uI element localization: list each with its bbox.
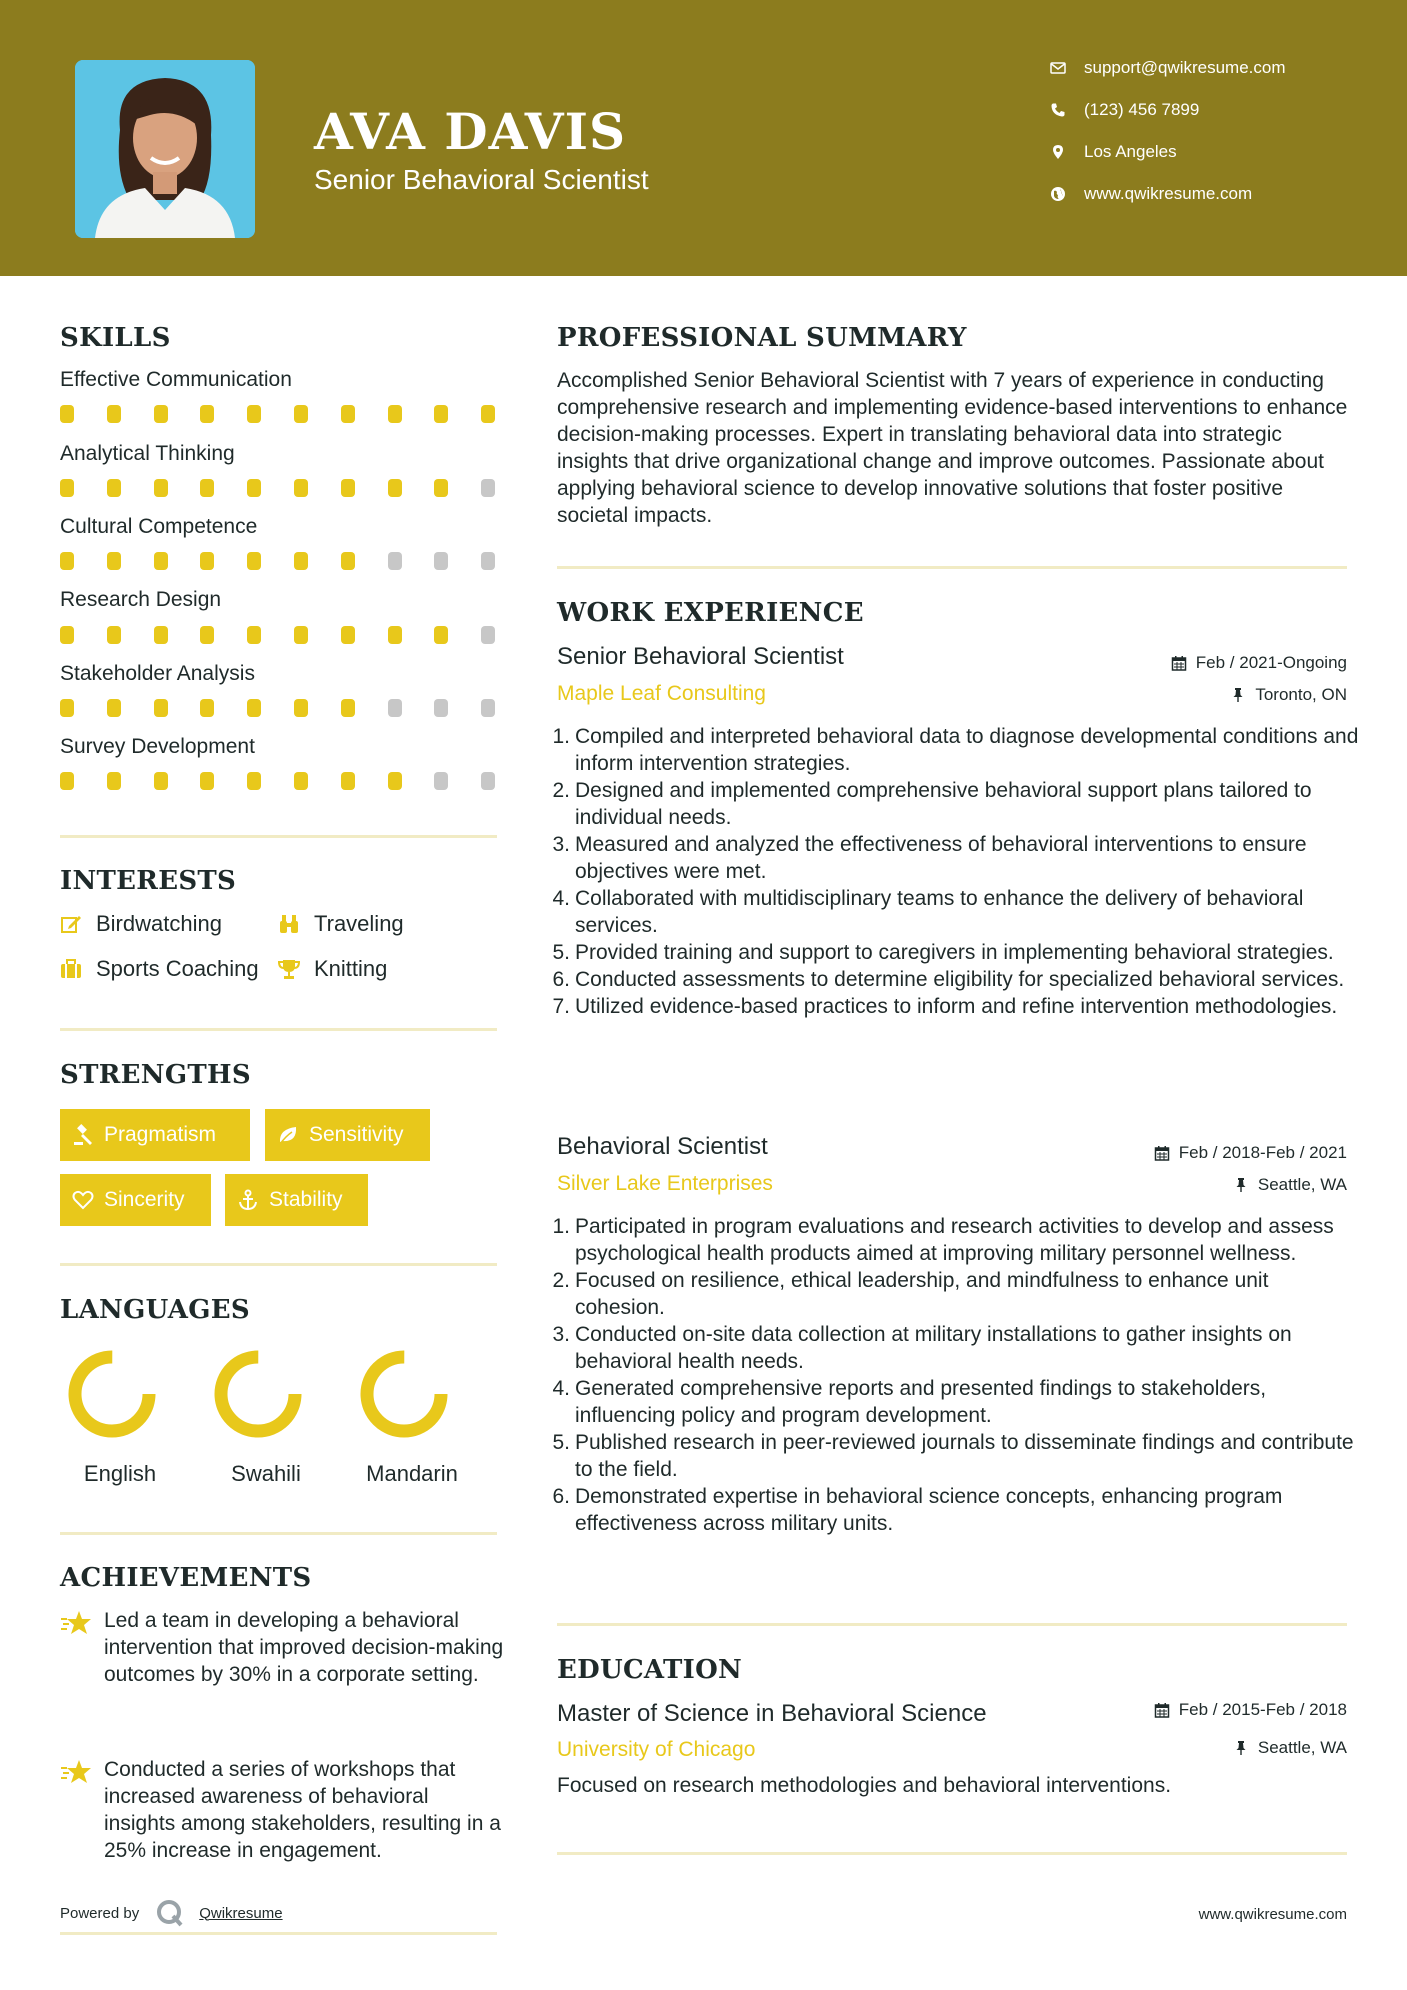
trophy-icon <box>278 958 300 980</box>
language-proficiency-ring <box>356 1346 452 1442</box>
interests-heading: INTERESTS <box>60 866 237 896</box>
list-number: 3. <box>552 833 570 856</box>
skill-dot-filled <box>247 699 261 717</box>
responsibility-text: Conducted on-site data collection at military installations to gather insights on behavioral health needs. <box>575 1323 1292 1373</box>
skill-rating <box>60 405 500 423</box>
education-date-text: Feb / 2015-Feb / 2018 <box>1178 1700 1347 1719</box>
responsibility-item <box>550 885 1360 939</box>
interest-label: Traveling <box>314 911 404 936</box>
skill-dot-empty <box>434 772 448 790</box>
company-name: Maple Leaf Consulting <box>557 682 766 705</box>
footer-url[interactable]: www.qwikresume.com <box>1198 1906 1347 1923</box>
pushpin-icon <box>1233 1177 1249 1193</box>
skill-dot-filled <box>60 479 74 497</box>
skill-dot-filled <box>247 552 261 570</box>
education-location <box>1233 1738 1347 1758</box>
skill-dot-empty <box>481 772 495 790</box>
responsibility-item <box>550 1267 1360 1321</box>
skill-dot-empty <box>434 699 448 717</box>
responsibility-item <box>550 1375 1360 1429</box>
experience-heading: WORK EXPERIENCE <box>557 598 864 628</box>
skill-dot-filled <box>154 626 168 644</box>
contact-website[interactable] <box>1050 184 1380 204</box>
skill-dot-empty <box>481 699 495 717</box>
contact-location <box>1050 142 1380 162</box>
skill-dot-filled <box>341 699 355 717</box>
job-location-text: Toronto, ON <box>1255 685 1347 704</box>
location-pin-icon <box>1050 144 1084 160</box>
strength-label: Sensitivity <box>309 1123 404 1146</box>
skill-dot-filled <box>60 772 74 790</box>
calendar-icon <box>1154 1702 1170 1718</box>
responsibility-text: Utilized evidence-based practices to inform and refine intervention methodologies. <box>575 995 1338 1018</box>
skills-heading: SKILLS <box>60 323 171 353</box>
responsibility-text: Measured and analyzed the effectiveness of behavioral interventions to ensure objectives were met. <box>575 833 1307 883</box>
interest-item <box>278 956 387 982</box>
skill-dot-filled <box>200 405 214 423</box>
skill-dot-empty <box>481 479 495 497</box>
skill-rating <box>60 479 500 497</box>
section-divider <box>60 1932 497 1935</box>
skill-rating <box>60 772 500 790</box>
summary-heading: PROFESSIONAL SUMMARY <box>557 323 967 353</box>
briefcase-icon <box>60 958 82 980</box>
responsibility-list <box>550 1213 1360 1537</box>
skill-dot-filled <box>60 626 74 644</box>
pushpin-icon <box>1233 1740 1249 1756</box>
contact-email-text: support@qwikresume.com <box>1084 58 1286 77</box>
skill-dot-filled <box>294 405 308 423</box>
education-description: Focused on research methodologies and behavioral interventions. <box>557 1774 1172 1797</box>
responsibility-item <box>550 777 1360 831</box>
education-location-text: Seattle, WA <box>1257 1738 1347 1757</box>
responsibility-text: Collaborated with multidisciplinary teams to enhance the delivery of behavioral services. <box>575 887 1304 937</box>
achievements-heading: ACHIEVEMENTS <box>60 1563 312 1593</box>
skill-dot-filled <box>154 479 168 497</box>
job-date <box>1171 653 1347 673</box>
skill-dot-filled <box>341 479 355 497</box>
skill-dot-filled <box>60 552 74 570</box>
header-banner <box>0 0 1407 276</box>
skill-dot-filled <box>434 626 448 644</box>
skill-dot-filled <box>388 626 402 644</box>
job-location-text: Seattle, WA <box>1257 1175 1347 1194</box>
skill-dot-filled <box>107 405 121 423</box>
calendar-icon <box>1171 655 1187 671</box>
responsibility-list <box>550 723 1360 1020</box>
skill-dot-empty <box>481 552 495 570</box>
skill-dot-filled <box>200 479 214 497</box>
responsibility-text: Demonstrated expertise in behavioral science concepts, enhancing program effectiveness across military units. <box>575 1485 1283 1535</box>
pushpin-icon <box>1230 687 1246 703</box>
strength-tag <box>60 1109 250 1161</box>
skill-dot-filled <box>154 552 168 570</box>
leaf-icon <box>277 1124 299 1146</box>
job-location <box>1233 1175 1347 1195</box>
skill-dot-filled <box>60 405 74 423</box>
responsibility-item <box>550 1429 1360 1483</box>
job-date-text: Feb / 2021-Ongoing <box>1195 653 1347 672</box>
language-ring-arc <box>75 1357 149 1431</box>
language-name: Swahili <box>231 1461 301 1486</box>
responsibility-text: Conducted assessments to determine eligibility for specialized behavioral services. <box>575 968 1345 991</box>
skill-dot-filled <box>107 699 121 717</box>
skill-dot-filled <box>388 405 402 423</box>
list-number: 4. <box>552 1377 570 1400</box>
job-date <box>1154 1143 1347 1163</box>
list-number: 1. <box>552 1215 570 1238</box>
skill-dot-filled <box>154 772 168 790</box>
degree-title: Master of Science in Behavioral Science <box>557 1700 987 1727</box>
contact-location-text: Los Angeles <box>1084 142 1177 161</box>
list-number: 1. <box>552 725 570 748</box>
interest-item <box>60 911 222 937</box>
skill-dot-filled <box>200 699 214 717</box>
contact-phone[interactable] <box>1050 100 1380 120</box>
skill-dot-filled <box>481 405 495 423</box>
skill-dot-filled <box>294 772 308 790</box>
responsibility-text: Designed and implemented comprehensive behavioral support plans tailored to individual needs. <box>575 779 1312 829</box>
language-ring-arc <box>221 1357 295 1431</box>
responsibility-item <box>550 939 1360 966</box>
responsibility-item <box>550 1213 1360 1267</box>
list-number: 3. <box>552 1323 570 1346</box>
achievement-text: Conducted a series of workshops that increased awareness of behavioral insights among stakeholders, resulting in a 25% increase in engagement. <box>104 1758 501 1862</box>
binoculars-icon <box>278 913 300 935</box>
section-divider <box>557 566 1347 569</box>
skill-dot-filled <box>388 772 402 790</box>
skill-name: Stakeholder Analysis <box>60 662 255 685</box>
skill-dot-filled <box>434 405 448 423</box>
skill-dot-filled <box>434 479 448 497</box>
company-name: Silver Lake Enterprises <box>557 1172 773 1195</box>
summary-text: Accomplished Senior Behavioral Scientist with 7 years of experience in conducting comprehensive research and implementing evidence-based interventions to enhance decision-making processes. Expert in translating behavioral data into strategic insights that drive organizational change and improve outcomes. Passionate about applying behavioral science to develop innovative solutions that foster positive societal impacts. <box>557 369 1348 527</box>
skill-name: Cultural Competence <box>60 515 258 538</box>
language-name: Mandarin <box>366 1461 458 1486</box>
list-number: 2. <box>552 779 570 802</box>
skill-dot-filled <box>294 699 308 717</box>
languages-heading: LANGUAGES <box>60 1295 250 1325</box>
anchor-icon <box>237 1189 259 1211</box>
skill-name: Analytical Thinking <box>60 442 235 465</box>
strength-label: Pragmatism <box>104 1123 217 1146</box>
skill-dot-filled <box>154 405 168 423</box>
responsibility-item <box>550 1483 1360 1537</box>
interest-label: Birdwatching <box>96 911 222 936</box>
responsibility-text: Generated comprehensive reports and presented findings to stakeholders, influencing policy and program development. <box>575 1377 1267 1427</box>
skill-dot-filled <box>200 626 214 644</box>
list-number: 4. <box>552 887 570 910</box>
strength-label: Stability <box>269 1188 343 1211</box>
skill-dot-filled <box>107 552 121 570</box>
language-proficiency-ring <box>210 1346 306 1442</box>
section-divider <box>60 1532 497 1535</box>
list-number: 7. <box>552 995 570 1018</box>
list-number: 5. <box>552 1431 570 1454</box>
skill-dot-filled <box>154 699 168 717</box>
qwikresume-link[interactable]: Qwikresume <box>199 1904 283 1922</box>
powered-by <box>60 1898 283 1928</box>
skill-dot-filled <box>341 626 355 644</box>
skill-dot-filled <box>107 772 121 790</box>
strength-tag <box>60 1174 211 1226</box>
education-heading: EDUCATION <box>557 1655 743 1685</box>
candidate-name: AVA DAVIS <box>314 102 627 161</box>
phone-icon <box>1050 102 1084 118</box>
skill-name: Research Design <box>60 588 222 611</box>
skill-dot-filled <box>200 552 214 570</box>
skill-dot-empty <box>388 552 402 570</box>
school-name: University of Chicago <box>557 1738 756 1761</box>
skill-dot-filled <box>247 405 261 423</box>
skill-name: Effective Communication <box>60 368 292 391</box>
skill-dot-filled <box>341 405 355 423</box>
section-divider <box>557 1623 1347 1626</box>
qwikresume-logo-icon <box>155 1898 185 1928</box>
responsibility-item <box>550 723 1360 777</box>
language-ring-arc <box>367 1357 441 1431</box>
skill-dot-filled <box>60 699 74 717</box>
language-name: English <box>83 1461 157 1486</box>
list-number: 6. <box>552 1485 570 1508</box>
contact-email[interactable] <box>1050 58 1380 78</box>
powered-by-text: Powered by <box>60 1904 140 1922</box>
responsibility-text: Compiled and interpreted behavioral data to diagnose developmental conditions and inform intervention strategies. <box>575 725 1359 775</box>
job-location <box>1230 685 1347 705</box>
list-number: 6. <box>552 968 570 991</box>
portrait-illustration <box>75 60 255 238</box>
strength-label: Sincerity <box>104 1188 185 1211</box>
skill-dot-filled <box>107 479 121 497</box>
skill-dot-filled <box>294 479 308 497</box>
skill-dot-filled <box>341 772 355 790</box>
strengths-heading: STRENGTHS <box>60 1060 251 1090</box>
calendar-icon <box>1154 1145 1170 1161</box>
job-title: Behavioral Scientist <box>557 1133 768 1160</box>
skill-dot-filled <box>341 552 355 570</box>
contact-website-text: www.qwikresume.com <box>1084 184 1253 203</box>
pencil-icon <box>60 913 82 935</box>
globe-icon <box>1050 186 1084 202</box>
skill-dot-filled <box>247 479 261 497</box>
skill-dot-filled <box>247 772 261 790</box>
responsibility-text: Participated in program evaluations and research activities to develop and assess psychological health products aimed at improving military personnel wellness. <box>575 1215 1334 1265</box>
achievement-text: Led a team in developing a behavioral intervention that improved decision-making outcomes by 30% in a corporate setting. <box>104 1609 504 1686</box>
star-icon <box>60 1608 94 1638</box>
interest-label: Sports Coaching <box>96 956 259 981</box>
responsibility-item <box>550 831 1360 885</box>
skill-dot-empty <box>388 699 402 717</box>
strength-tag <box>265 1109 430 1161</box>
section-divider <box>60 1028 497 1031</box>
skill-name: Survey Development <box>60 735 255 758</box>
responsibility-text: Published research in peer-reviewed journals to disseminate findings and contribute to the field. <box>575 1431 1354 1481</box>
list-number: 5. <box>552 941 570 964</box>
gavel-icon <box>72 1124 94 1146</box>
skill-dot-empty <box>481 626 495 644</box>
skill-rating <box>60 699 500 717</box>
skill-dot-filled <box>200 772 214 790</box>
responsibility-item <box>550 1321 1360 1375</box>
responsibility-text: Provided training and support to caregivers in implementing behavioral strategies. <box>575 941 1334 964</box>
interest-item <box>278 911 404 937</box>
candidate-role: Senior Behavioral Scientist <box>314 164 649 195</box>
contact-phone-text: (123) 456 7899 <box>1084 100 1200 119</box>
heart-icon <box>72 1189 94 1211</box>
section-divider <box>60 1263 497 1266</box>
responsibility-item <box>550 966 1360 993</box>
skill-rating <box>60 626 500 644</box>
job-date-text: Feb / 2018-Feb / 2021 <box>1178 1143 1347 1162</box>
skill-rating <box>60 552 500 570</box>
section-divider <box>60 835 497 838</box>
skill-dot-filled <box>247 626 261 644</box>
list-number: 2. <box>552 1269 570 1292</box>
profile-photo <box>75 60 255 238</box>
skill-dot-filled <box>294 552 308 570</box>
star-icon <box>60 1757 94 1787</box>
language-proficiency-ring <box>64 1346 160 1442</box>
section-divider <box>557 1852 1347 1855</box>
responsibility-text: Focused on resilience, ethical leadership, and mindfulness to enhance unit cohesion. <box>575 1269 1269 1319</box>
skill-dot-filled <box>107 626 121 644</box>
skill-dot-empty <box>434 552 448 570</box>
interest-label: Knitting <box>314 956 388 981</box>
skill-dot-filled <box>294 626 308 644</box>
interest-item <box>60 956 259 982</box>
responsibility-item <box>550 993 1360 1020</box>
education-date <box>1154 1700 1347 1720</box>
strength-tag <box>225 1174 368 1226</box>
skill-dot-filled <box>388 479 402 497</box>
envelope-icon <box>1050 60 1084 76</box>
job-title: Senior Behavioral Scientist <box>557 643 844 670</box>
